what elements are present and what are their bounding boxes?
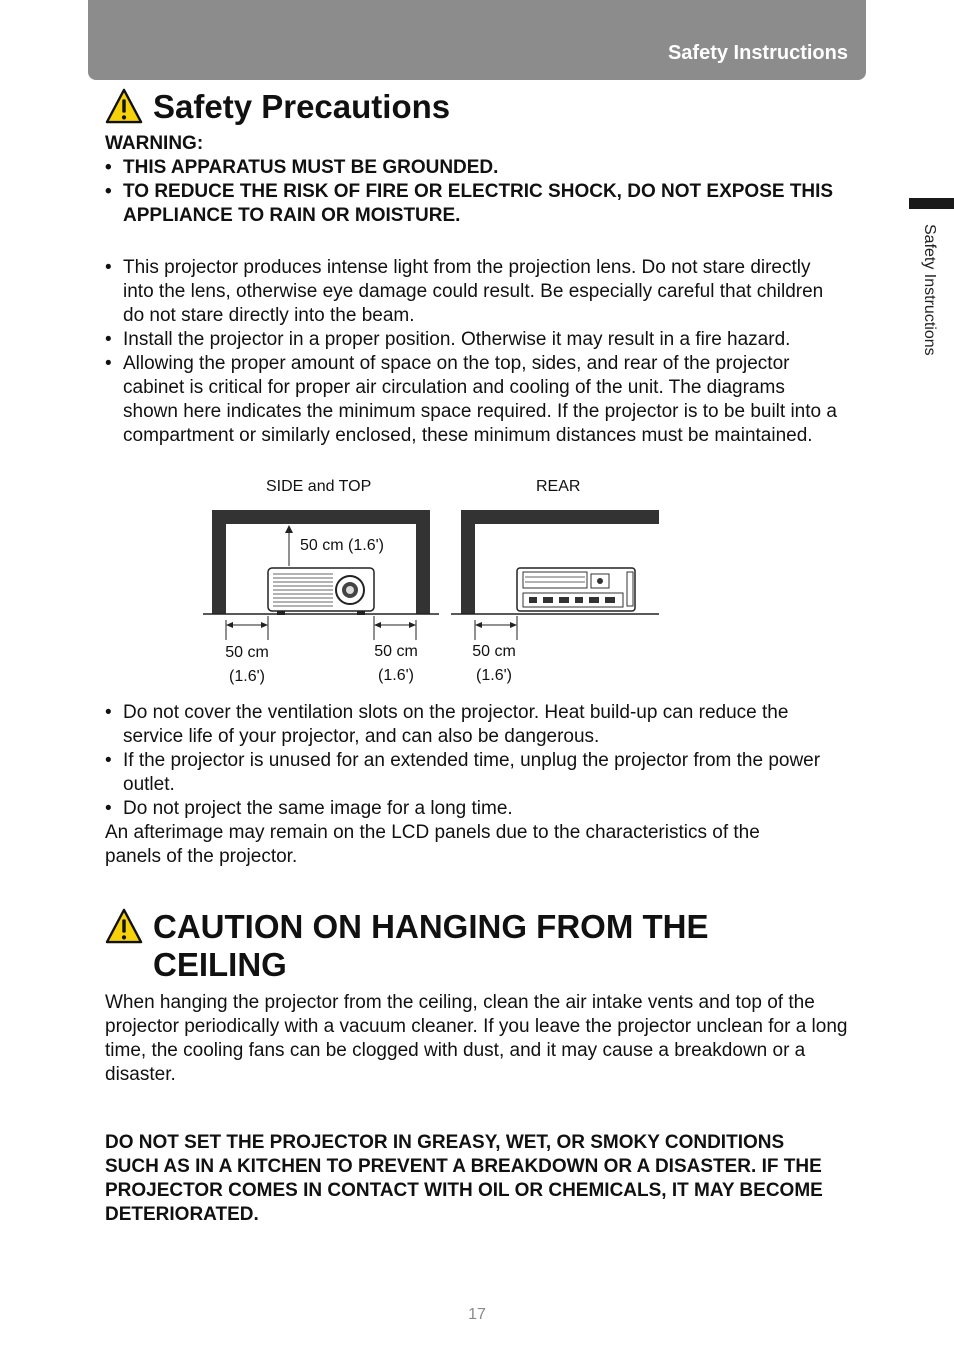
section-title-ceiling xyxy=(105,908,708,984)
warning-list xyxy=(105,156,840,228)
dimension-top: 50 cm (1.6') xyxy=(300,537,384,554)
side-top-enclosure xyxy=(203,510,439,640)
warning-item: • TO REDUCE THE RISK OF FIRE OR ELECTRIC SHOCK, DO NOT EXPOSE THIS APPLIANCE TO RAIN OR MOISTURE. xyxy=(105,181,834,226)
list-item: • Do not project the same image for a long time. xyxy=(105,798,513,819)
warning-label: WARNING: xyxy=(105,133,204,154)
projector-rear-view xyxy=(517,568,635,611)
list-item: • Allowing the proper amount of space on the top, sides, and rear of the projector cabinet is critical for proper air circulation and cooling of the unit. The diagrams shown here indicates the minimum space required. If the projector is to be built into a compartment or similarly enclosed, these minimum distances must be maintained. xyxy=(105,353,837,446)
list-item: • This projector produces intense light from the projection lens. Do not stare directly into the lens, otherwise eye damage could result. Be especially careful that children do not stare directly into the beam. xyxy=(105,257,824,326)
page-number: 17 xyxy=(468,1306,486,1323)
header-bar xyxy=(88,0,866,80)
ceiling-body: When hanging the projector from the ceiling, clean the air intake vents and top of the projector periodically with a vacuum cleaner. If you leave the projector unclean for a long time, the cooling fans can be clogged with dust, and it may cause a breakdown or a disaster. xyxy=(105,992,848,1085)
rear-enclosure xyxy=(451,510,659,640)
side-tab-label: Safety Instructions xyxy=(921,224,938,356)
afterimage-note: An afterimage may remain on the LCD panels due to the characteristics of the panels of the projector. xyxy=(105,822,760,867)
list-item: • Install the projector in a proper position. Otherwise it may result in a fire hazard. xyxy=(105,329,791,350)
section-title-line2: CEILING xyxy=(153,946,287,983)
dimension-right: 50 cm (1.6') xyxy=(374,643,418,684)
dimension-rear: 50 cm (1.6') xyxy=(472,643,516,684)
projector-side-view xyxy=(268,568,374,615)
warning-triangle-icon xyxy=(105,88,143,124)
safety-bullet-list xyxy=(105,256,845,448)
conditions-warning: DO NOT SET THE PROJECTOR IN GREASY, WET, OR SMOKY CONDITIONS SUCH AS IN A KITCHEN TO PREVENT A BREAKDOWN OR A DISASTER. IF THE PROJECTOR COMES IN CONTACT WITH OIL OR CHEMICALS, IT MAY BECOME DETERIORATED. xyxy=(105,1132,823,1225)
list-item: • Do not cover the ventilation slots on the projector. Heat build-up can reduce the service life of your projector, and can also be dangerous. xyxy=(105,702,789,747)
warning-triangle-icon xyxy=(105,908,143,944)
clearance-diagram xyxy=(195,500,675,640)
section-title-safety-precautions xyxy=(105,88,450,126)
dimension-left: 50 cm (1.6') xyxy=(225,644,269,685)
section-title-line1: CAUTION ON HANGING FROM THE xyxy=(153,908,709,945)
side-tab-marker xyxy=(909,198,954,209)
warning-item: • THIS APPARATUS MUST BE GROUNDED. xyxy=(105,157,499,178)
diagram-label-side-top: SIDE and TOP xyxy=(266,478,372,495)
header-title: Safety Instructions xyxy=(667,42,848,64)
list-item: • If the projector is unused for an extended time, unplug the projector from the power outlet. xyxy=(105,750,821,795)
diagram-label-rear: REAR xyxy=(536,478,581,495)
safety-bullet-list-2 xyxy=(105,701,845,821)
section-title-text: Safety Precautions xyxy=(153,88,451,125)
